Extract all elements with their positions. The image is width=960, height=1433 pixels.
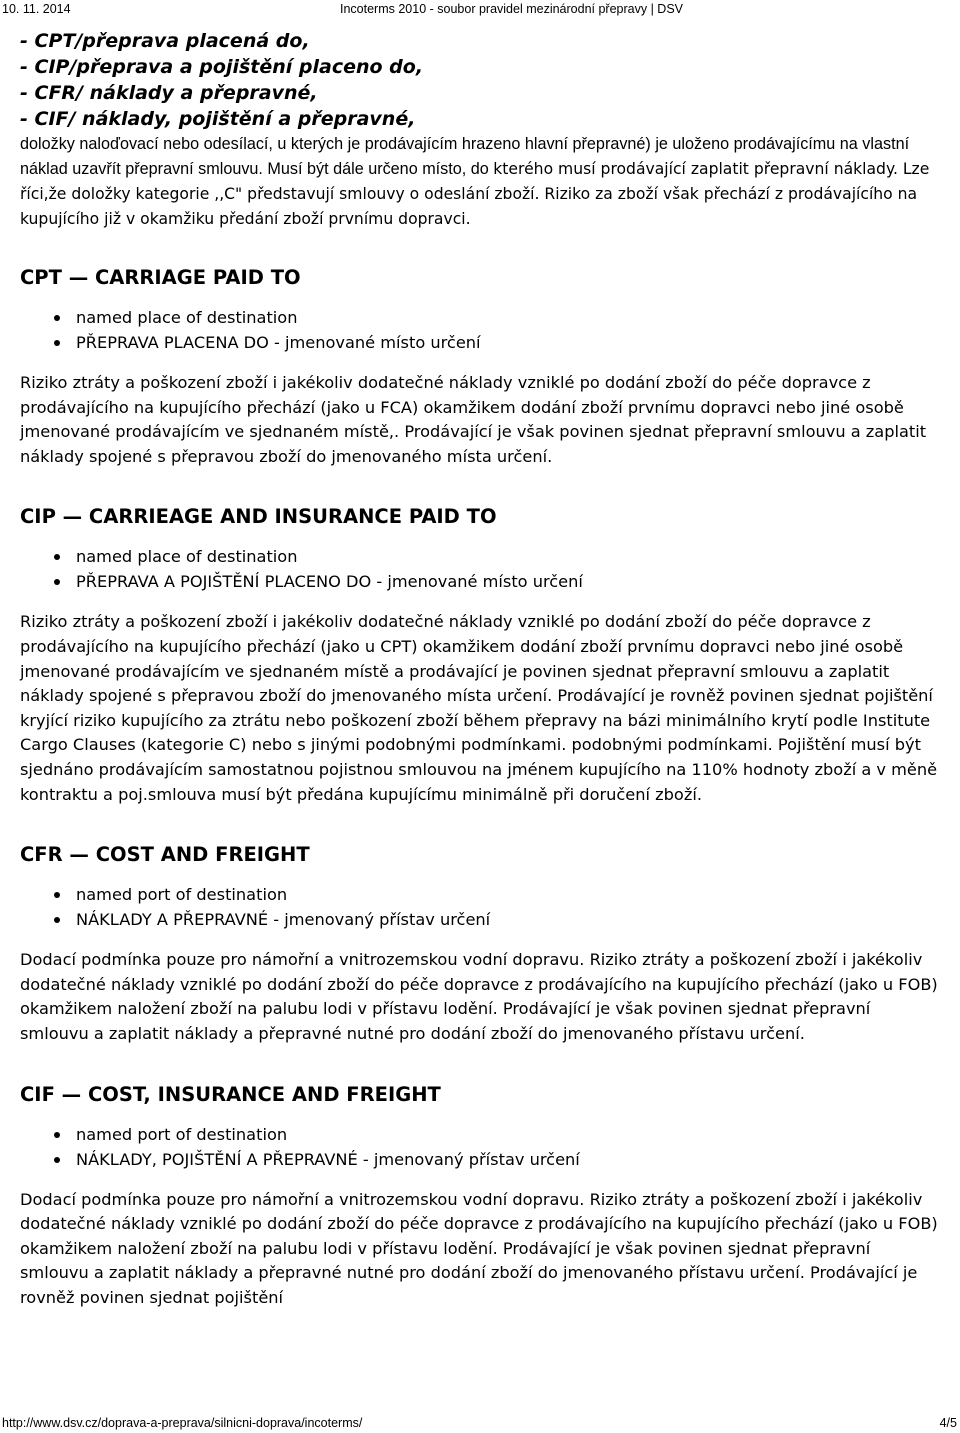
- bullet-icon: [54, 579, 60, 585]
- intro-paragraph: [20, 132, 942, 232]
- list-item: [20, 907, 942, 932]
- bullet-list: [20, 882, 942, 932]
- section-title: CPT — CARRIAGE PAID TO: [20, 266, 301, 289]
- list-item: [20, 544, 942, 569]
- bullet-icon: [54, 892, 60, 898]
- section-title: CIP — CARRIEAGE AND INSURANCE PAID TO: [20, 505, 497, 529]
- article-content: [20, 28, 942, 1310]
- intro-bold-line: - CPT/přeprava placená do,: [20, 30, 310, 52]
- list-item-text: PŘEPRAVA A POJIŠTĚNÍ PLACENO DO - jmenované místo určení: [76, 572, 583, 592]
- bullet-icon: [54, 917, 60, 923]
- section-cip: [20, 504, 942, 807]
- bullet-icon: [54, 1157, 60, 1163]
- print-header: [0, 0, 960, 18]
- section-cif: [20, 1082, 942, 1311]
- list-item-text: NÁKLADY A PŘEPRAVNÉ - jmenovaný přístav určení: [76, 910, 491, 930]
- section-body: Dodací podmínka pouze pro námořní a vnitrozemskou vodní dopravu. Riziko ztráty a poškození zboží i jakékoliv dodatečné náklady vzniklé po dodání zboží do péče dopravce z prodávajícího na kupujícího přechází (jako u FOB) okamžikem naložení zboží na palubu lodi v přístavu lodění. Prodávající je však povinen sjednat přepravní smlouvu a zaplatit náklady a přepravné nutné pro dodání zboží do jmenovaného přístavu určení.: [20, 950, 938, 1043]
- list-item: [20, 1147, 942, 1172]
- list-item-text: named place of destination: [76, 308, 298, 327]
- section-cpt: [20, 265, 942, 469]
- intro-bold-line: - CFR/ náklady a přepravné,: [20, 82, 318, 104]
- list-item: [20, 882, 942, 907]
- print-page-title: Incoterms 2010 - soubor pravidel mezinárodní přepravy | DSV: [340, 2, 683, 16]
- section-title: CIF — COST, INSURANCE AND FREIGHT: [20, 1082, 441, 1106]
- print-footer: [0, 1414, 960, 1433]
- bullet-list: [20, 1122, 942, 1172]
- list-item-text: named port of destination: [76, 1124, 288, 1144]
- list-item: [20, 305, 942, 330]
- bullet-icon: [54, 315, 60, 321]
- intro-bold-line: - CIP/přeprava a pojištění placeno do,: [20, 56, 424, 78]
- section-title: CFR — COST AND FREIGHT: [20, 843, 310, 867]
- page-number: 4/5: [939, 1416, 957, 1430]
- section-body: Riziko ztráty a poškození zboží i jakékoliv dodatečné náklady vzniklé po dodání zboží do péče dopravce z prodávajícího na kupujícího přechází (jako u CPT) okamžikem dodání zboží prvnímu dopravci nebo jiné osobě jmenované prodávajícím ve sjednaném místě a prodávající je povinen sjednat přepravní smlouvu a zaplatit náklady spojené s přepravou zboží do jmenovaného místa určení. Prodávající je rovněž povinen sjednat pojištění kryjící riziko kupujícího za ztrátu nebo poškození zboží během přepravy na bázi minimálního krytí podle Institute Cargo Clauses (kategorie C) nebo s jinými podobnými podmínkami. podobnými podmínkami. Pojištění musí být sjednáno prodávajícím samostatnou pojistnou smlouvou na jménem kupujícího na 110% hodnoty zboží a v měně kontraktu a poj.smlouva musí být předána kupujícímu minimálně při doručení zboží.: [20, 612, 938, 804]
- bullet-list: [20, 305, 942, 355]
- list-item: [20, 330, 942, 355]
- list-item: [20, 569, 942, 594]
- section-cfr: [20, 842, 942, 1046]
- page-url: http://www.dsv.cz/doprava-a-preprava/silnicni-doprava/incoterms/: [2, 1416, 363, 1430]
- incoterms-c-list: [20, 28, 942, 132]
- list-item-text: PŘEPRAVA PLACENA DO - jmenované místo určení: [76, 333, 481, 352]
- intro-bold-line: - CIF/ náklady, pojištění a přepravné,: [20, 108, 416, 130]
- print-date: 10. 11. 2014: [2, 2, 71, 16]
- intro-text-part-b: kterého musí prodávající zaplatit přepravní náklady. Lze říci,že doložky kategorie ,,C" představují smlouvy o odeslání zboží. Riziko za zboží však přechází z prodávajícího na kupujícího již v okamžiku předání zboží prvnímu dopravci.: [20, 160, 930, 228]
- list-item-text: named port of destination: [76, 885, 288, 905]
- bullet-icon: [54, 554, 60, 560]
- intro-text-part-a: doložky naloďovací nebo odesílací, u kterých je prodávajícím hrazeno hlavní přepravné) je uloženo prodávajícímu na vlastní náklad uzavřít přepravní smlouvu. Musí být dále určeno místo, do: [20, 135, 910, 178]
- list-item-text: named place of destination: [76, 547, 298, 567]
- section-body: Riziko ztráty a poškození zboží i jakékoliv dodatečné náklady vzniklé po dodání zboží do péče dopravce z prodávajícího na kupujícího přechází (jako u FCA) okamžikem dodání zboží prvnímu dopravci nebo jiné osobě jmenované prodávajícím ve sjednaném místě,. Prodávající je však povinen sjednat přepravní smlouvu a zaplatit náklady spojené s přepravou zboží do jmenovaného místa určení.: [20, 373, 927, 466]
- list-item: [20, 1122, 942, 1147]
- list-item-text: NÁKLADY, POJIŠTĚNÍ A PŘEPRAVNÉ - jmenovaný přístav určení: [76, 1149, 580, 1169]
- bullet-list: [20, 544, 942, 594]
- bullet-icon: [54, 1132, 60, 1138]
- bullet-icon: [54, 340, 60, 346]
- section-body: Dodací podmínka pouze pro námořní a vnitrozemskou vodní dopravu. Riziko ztráty a poškození zboží i jakékoliv dodatečné náklady vzniklé po dodání zboží do péče dopravce z prodávajícího na kupujícího přechází (jako u FOB) okamžikem naložení zboží na palubu lodi v přístavu lodění. Prodávající je však povinen sjednat přepravní smlouvu a zaplatit náklady a přepravné nutné pro dodání zboží do jmenovaného přístavu určení. Prodávající je rovněž povinen sjednat pojištění: [20, 1189, 938, 1307]
